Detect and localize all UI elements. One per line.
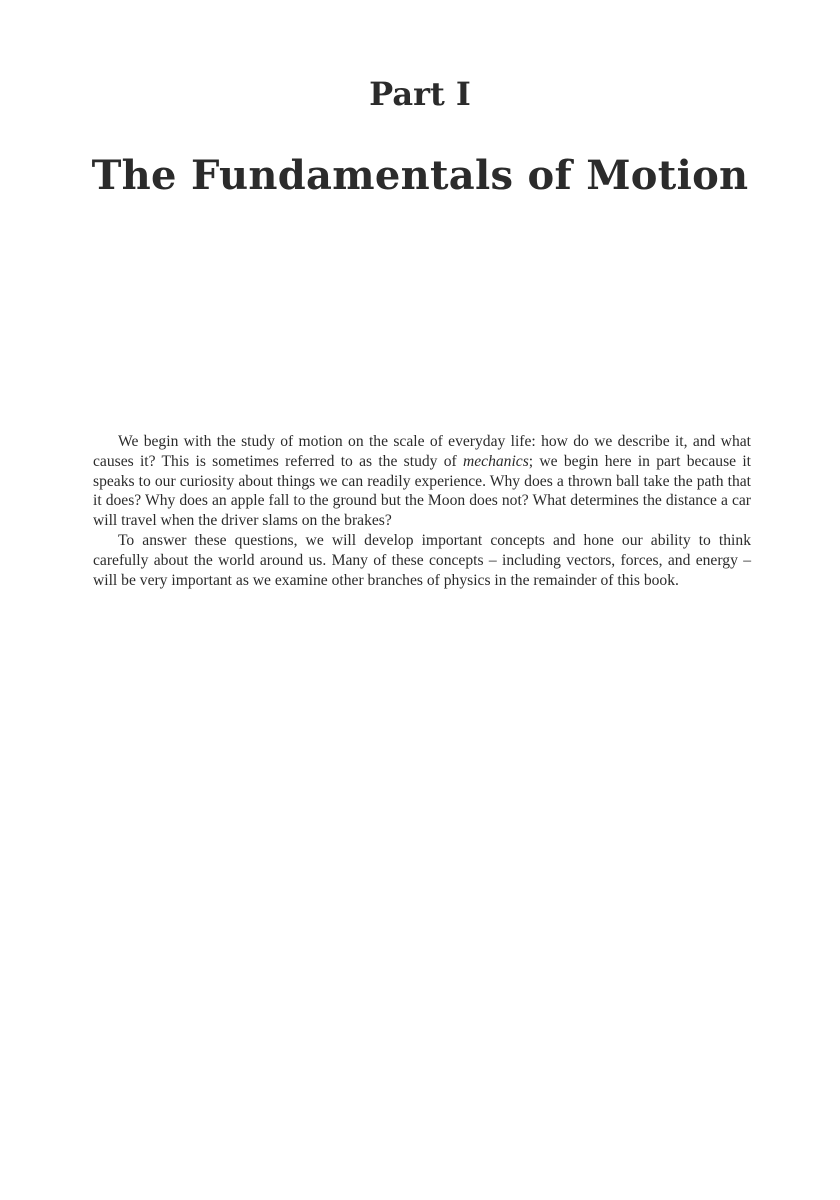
part-label: Part I [369,75,471,113]
intro-paragraph-1-text-start: We begin with the study of motion on the scale of everyday life: how do we describe it, and what causes it? This is sometimes referred to as the study of [93,433,751,470]
part-introduction [93,432,751,590]
intro-paragraph-1-text-end: ; we begin here in part because it speaks to our curiosity about things we can readily experience. Why does a thrown ball take the path that it does? Why does an apple fall to the ground but the Moon does not? What determines the distance a car will travel when the driver slams on the brakes? [93,452,751,530]
intro-paragraph-2: To answer these questions, we will develop important concepts and hone our ability to think carefully about the world around us. Many of these concepts – including vectors, forces, and energy – will be very important as we examine other branches of physics in the remainder of this book. [93,531,751,589]
part-title: The Fundamentals of Motion [91,152,749,199]
mechanics-term: mechanics [462,452,529,470]
intro-paragraph-1 [93,432,751,531]
